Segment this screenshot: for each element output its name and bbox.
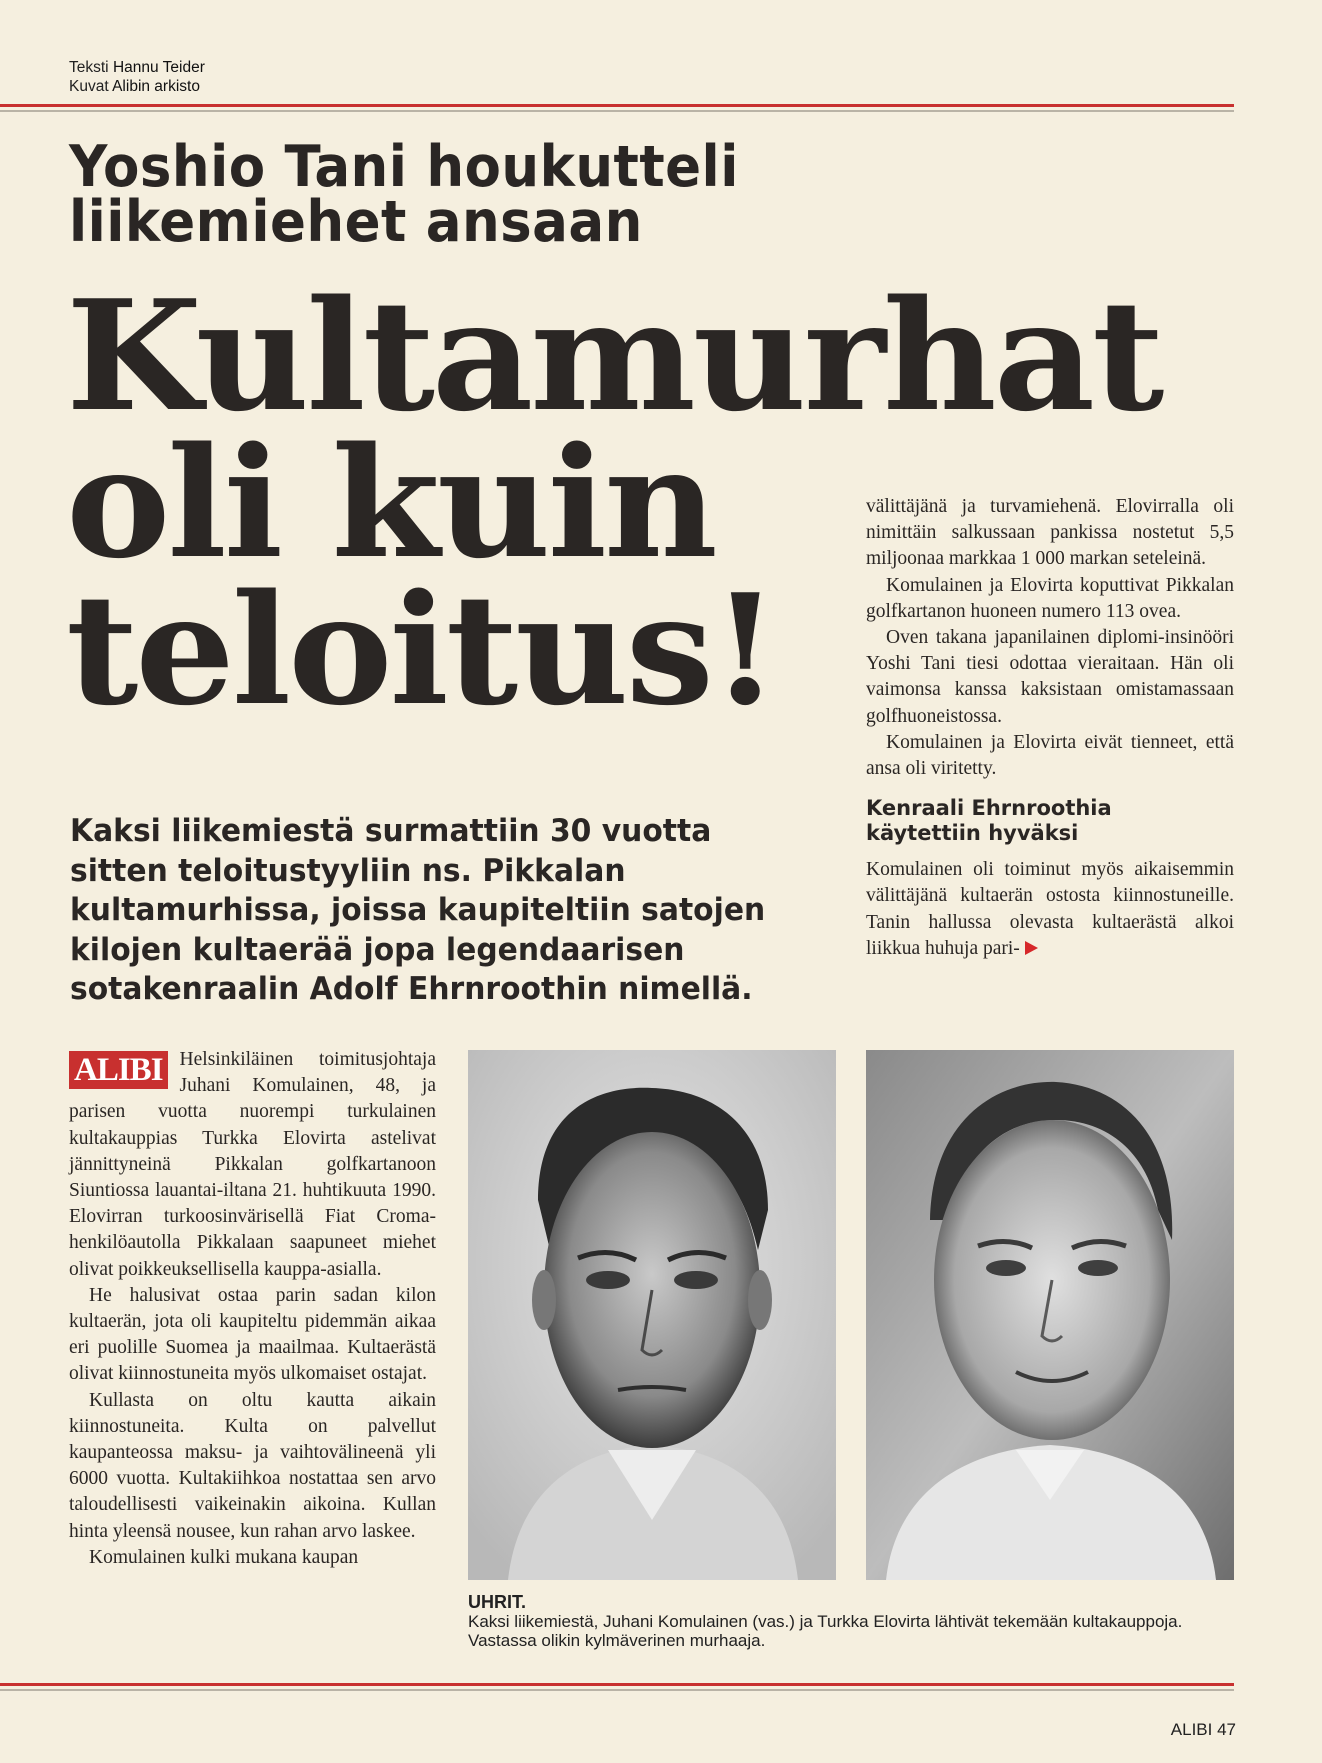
photo-komulainen (468, 1050, 836, 1580)
bottom-rule (0, 1683, 1234, 1686)
top-rule-thin (0, 110, 1234, 112)
continue-arrow-icon (1025, 941, 1038, 955)
kicker-headline: Yoshio Tani houkutteli liikemiehet ansaan (69, 134, 739, 255)
photo-caption: UHRIT. Kaksi liikemiestä, Juhani Komulainen (vas.) ja Turkka Elovirta lähtivät tekemään kultakauppoja. Vastassa olikin kylmäverinen murhaaja. (468, 1592, 1183, 1650)
article-column-left: ALIBI Helsinkiläinen toimitusjohtaja Juhani Komulainen, 48, ja parisen vuotta nuorempi turkulainen kultakauppias Turkka Elovirta astelivat jännittyneinä Pikkalan golfkartanoon Siuntiossa lauantai-iltana 21. huhtikuuta 1990. Elovirran turkoosinvärisellä Fiat Croma-henkilöautolla Pikkalaan saapuneet miehet olivat poikkeuksellisella kauppa-asialla. He halusivat ostaa parin sadan kilon kultaerän, jota oli kaupiteltu pidemmän aikaa eri puolille Suomea ja maailmaa. Kultaerästä olivat kiinnostuneita myös ulkomaiset ostajat. Kullasta on oltu kautta aikain kiinnostuneita. Kulta on palvellut kaupanteossa maksu- ja vaihtovälineenä yli 6000 vuotta. Kultakiihkoa nostattaa sen arvo taloudellisesti vaikeinakin aikoina. Kullan hinta yleensä nousee, kun rahan arvo laskee. Komulainen kulki mukana kaupan (69, 1049, 436, 1568)
byline (69, 58, 205, 96)
text-credit: Teksti Hannu Teider (69, 59, 205, 76)
top-rule (0, 104, 1234, 107)
photo-elovirta (866, 1050, 1234, 1580)
lead-paragraph: Kaksi liikemiestä surmattiin 30 vuotta sitten teloitustyyliin ns. Pikkalan kultamurhissa, joissa kaupiteltiin satojen kilojen kultaerää jopa legendaarisen sotakenraalin Adolf Ehrnroothin nimellä. (70, 813, 766, 1007)
alibi-badge: ALIBI (69, 1051, 168, 1089)
photo-credit: Kuvat Alibin arkisto (69, 78, 200, 95)
subheading: Kenraali Ehrnroothia käytettiin hyväksi (866, 796, 1112, 846)
article-column-right: välittäjänä ja turvamiehenä. Elovirralla oli nimittäin salkussaan pankissa nostetut 5,5 miljoonaa markkaa 1 000 markan seteleinä. Komulainen ja Elovirta koputtivat Pikkalan golfkartanon huoneen numero 113 ovea. Oven takana japanilainen diplomi-insinööri Yoshi Tani tiesi odottaa vieraitaan. Hän oli vaimonsa kanssa kaksistaan omistamassaan golfhuoneistossa. Komulainen ja Elovirta eivät tienneet, että ansa oli viritetty. Kenraali Ehrnroothia käytettiin hyväksi Komulainen oli toiminut myös aikaisemmin välittäjänä kultaerän ostosta kiinnostuneille. Tanin hallussa olevasta kultaerästä alkoi liikkua huhuja pari- (866, 496, 1234, 959)
bottom-rule-thin (0, 1689, 1234, 1691)
page-folio: ALIBI 47 (1170, 1720, 1236, 1739)
main-headline: Kultamurhat oli kuin teloitus! (66, 266, 1162, 739)
